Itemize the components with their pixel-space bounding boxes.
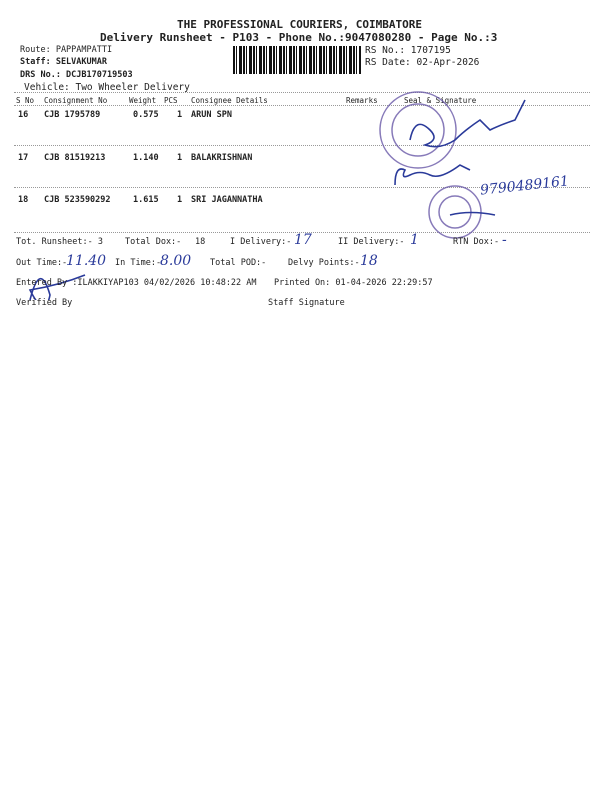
- signature-3: [450, 213, 495, 216]
- col-consignee: Consignee Details: [191, 96, 268, 105]
- out-time-label: Out Time:-: [16, 258, 68, 268]
- col-weight: Weight: [129, 96, 157, 105]
- total-dox-value: 18: [195, 237, 206, 247]
- delvy-points-value: 18: [360, 253, 378, 269]
- consignment-no: CJB 523590292: [44, 195, 111, 205]
- seal-stamp-1-inner: [392, 104, 444, 156]
- pcs: 1: [177, 195, 183, 205]
- ii-delivery-value: 1: [410, 232, 419, 248]
- col-seal: Seal & Signature: [404, 96, 477, 105]
- staff: Staff: SELVAKUMAR: [20, 57, 107, 67]
- in-time-value: 8.00: [160, 253, 192, 269]
- signature-2: [395, 165, 470, 185]
- col-remarks: Remarks: [346, 96, 378, 105]
- col-pcs: PCS: [164, 96, 178, 105]
- tot-runsheet: Tot. Runsheet:- 3: [16, 237, 103, 247]
- total-pod-label: Total POD:-: [210, 258, 267, 268]
- in-time-label: In Time:-: [115, 258, 162, 268]
- staff-signature-label: Staff Signature: [268, 298, 345, 308]
- weight: 1.615: [133, 195, 159, 205]
- handwritten-phone: 9790489161: [479, 173, 570, 199]
- i-delivery-value: 17: [294, 232, 312, 248]
- rs-no: RS No.: 1707195: [365, 45, 451, 56]
- vehicle: Vehicle: Two Wheeler Delivery: [24, 82, 190, 93]
- company-name: THE PROFESSIONAL COURIERS, COIMBATORE: [177, 18, 423, 31]
- route: Route: PAPPAMPATTI: [20, 45, 113, 55]
- consignee: SRI JAGANNATHA: [191, 195, 263, 205]
- col-consignment: Consignment No: [44, 96, 108, 105]
- rs-date: RS Date: 02-Apr-2026: [365, 57, 480, 68]
- drs-no: DRS No.: DCJB170719503: [20, 70, 133, 80]
- col-sno: S No: [16, 96, 35, 105]
- printed-on: Printed On: 01-04-2026 22:29:57: [274, 278, 433, 288]
- pcs: 1: [177, 110, 183, 120]
- i-delivery-label: I Delivery:-: [230, 237, 292, 247]
- pcs: 1: [177, 153, 183, 163]
- runsheet-title: Delivery Runsheet - P103 - Phone No.:9047080280 - Page No.:3: [100, 31, 498, 44]
- sno: 18: [18, 195, 29, 205]
- out-time-value: 11.40: [66, 253, 107, 269]
- ii-delivery-label: II Delivery:-: [338, 237, 405, 247]
- delvy-points-label: Delvy Points:-: [288, 258, 360, 268]
- consignment-no: CJB 81519213: [44, 153, 106, 163]
- signature-1: [410, 100, 525, 147]
- rtn-dox-value: -: [502, 232, 507, 248]
- consignee: ARUN SPN: [191, 110, 232, 120]
- verified-by: Verified By: [16, 298, 73, 308]
- entered-by: Entered By :ILAKKIYAP103 04/02/2026 10:48:22 AM: [16, 278, 257, 288]
- consignee: BALAKRISHNAN: [191, 153, 253, 163]
- weight: 0.575: [133, 110, 159, 120]
- consignment-no: CJB 1795789: [44, 110, 101, 120]
- total-dox-label: Total Dox:-: [125, 237, 182, 247]
- sno: 17: [18, 153, 29, 163]
- rtn-dox-label: RTN Dox:-: [453, 237, 500, 247]
- sno: 16: [18, 110, 29, 120]
- weight: 1.140: [133, 153, 159, 163]
